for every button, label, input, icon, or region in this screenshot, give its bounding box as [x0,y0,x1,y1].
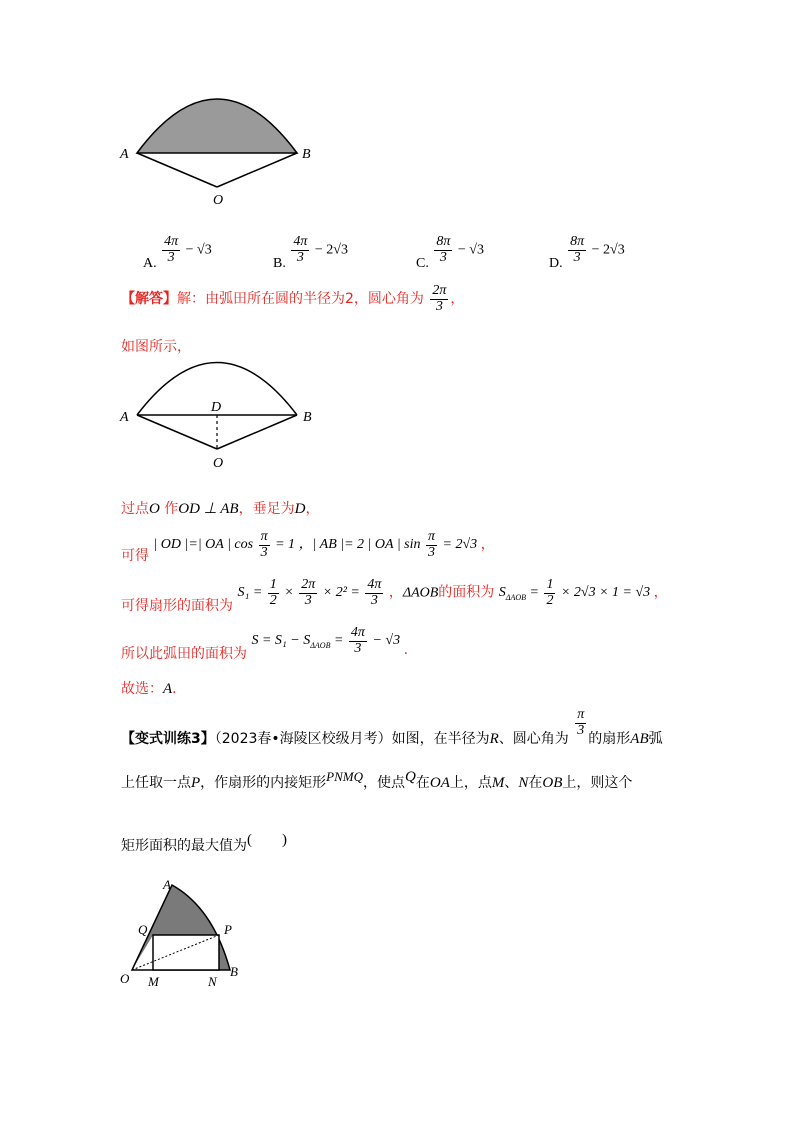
ex-l2-g: 在 [528,775,543,791]
line6-end: . [403,642,409,659]
line5-rest: × 2² = [322,585,360,601]
line4-expr1: | OD |=| OA | cos [153,537,254,553]
shaded-segment [137,99,297,153]
ex-m: M [491,775,505,791]
ex-n: N [518,775,529,791]
exercise-source: （2023春•海陵区校级月考）如图，在半径为 [214,731,490,748]
option-c [416,234,484,272]
figure-1-segment [110,80,330,215]
option-c-num: 8π [436,234,451,249]
figure-2-sector [110,355,330,475]
exercise-t3: 弧 [648,731,663,748]
line5-r-num: 4π [367,577,382,592]
line5-lead: 可得扇形的面积为 [121,598,233,615]
line7-end: . [172,681,177,697]
option-a-letter: A. [143,256,157,272]
line5-t-rest: × 2√3 × 1 = √3 [560,585,651,601]
ex-l2-h: 上，则这个 [562,775,633,791]
option-b-num: 4π [293,234,308,249]
line6-eq: = [333,633,344,649]
exercise-line-1 [121,707,663,748]
ex-ob: OB [542,775,563,791]
solution-angle-num: 2π [432,283,447,298]
solution-line-4 [121,529,495,565]
ex-l2-b: ，作扇形的内接矩形 [200,775,327,791]
line6-tail: − √3 [372,633,401,649]
option-a [143,234,212,272]
line5-f-num: 2π [301,577,316,592]
line5-t-den: 2 [546,592,554,608]
line5-times: × [284,585,294,601]
option-d-letter: D. [549,256,563,272]
radius-oa [137,153,217,187]
label-b: B [302,147,311,162]
line5-tri-text: 的面积为 [438,584,495,601]
option-b-tail: − 2√3 [314,242,348,258]
label-a: A [120,147,129,162]
label-p: P [224,922,232,937]
label-d: D [211,400,222,415]
solution-line-2: 如图所示， [121,339,191,355]
ex-q: Q [405,769,416,785]
option-c-tail: − √3 [457,242,484,258]
ex-oa: OA [429,775,450,791]
line4-f2-num: π [428,529,436,544]
radius-ob [217,415,297,449]
radius-ob [217,153,297,187]
line5-s-aob-sub: ΔAOB [505,593,526,603]
line7-answer: A [163,681,173,697]
label-q: Q [138,922,148,937]
line4-expr2: ，| AB |= 2 | OA | sin [298,537,421,553]
line4-end: ， [480,536,495,553]
inscribed-rectangle [153,935,219,970]
line5-eq: = [529,585,539,601]
line3-mid: 作 [164,501,179,517]
line3-mid2: ，垂足为 [238,501,295,517]
line5-r-den: 3 [370,592,378,608]
line7-lead: 故选： [121,681,163,697]
ex-l3: 矩形面积的最大值为 [121,838,247,854]
exercise-tag: 【变式训练3】 [121,731,215,748]
line5-s-aob: S [498,585,506,601]
line3-d: D [294,501,306,517]
option-c-den: 3 [439,249,447,265]
option-d-den: 3 [573,249,581,265]
ex-l2-f: 、 [504,775,519,791]
ex-p: P [191,775,201,791]
line6-r-num: 4π [350,625,365,640]
exercise-t1: 、圆心角为 [498,731,569,748]
exercise-ab: AB [630,731,649,748]
answer-blank: ( ) [247,832,287,848]
label-o: O [120,971,130,986]
label-m: M [148,974,159,989]
label-b: B [303,410,312,425]
option-b-letter: B. [273,256,286,272]
line6-expr: S = S₁ − S [251,633,311,649]
option-a-tail: − √3 [185,242,212,258]
line6-r-den: 3 [354,640,362,656]
ex-l2-e: 上，点 [449,775,492,791]
solution-line-5 [121,577,668,615]
line4-lead: 可得 [121,548,149,565]
line6-sub: ΔAOB [310,641,331,651]
solution-line-1-end: ， [450,291,465,308]
option-a-num: 4π [164,234,179,249]
line5-h-num: 1 [269,577,277,592]
label-o: O [213,456,224,471]
line3-o: O [149,501,160,517]
line5-f-den: 3 [304,592,312,608]
line4-expr1-end: = 1 [275,537,296,553]
option-b-den: 3 [296,249,304,265]
line4-expr2-end: = 2√3 [442,537,478,553]
exercise-angle-den: 3 [577,722,585,738]
solution-line-7 [121,678,177,698]
line3-end: ， [305,501,320,517]
solution-angle-den: 3 [435,298,443,314]
line5-s1: S₁ = [237,585,263,601]
exercise-angle-num: π [577,707,585,722]
line3-expr: OD ⊥ AB [178,501,239,517]
line6-lead: 所以此弧田的面积为 [121,646,247,663]
solution-line-6 [121,625,409,663]
line3-pre: 过点 [121,501,149,517]
solution-line-3 [121,498,319,518]
line5-h-den: 2 [269,592,277,608]
radius-oa [137,415,217,449]
line5-t-num: 1 [546,577,554,592]
ex-l2-a: 上任取一点 [121,775,191,791]
option-d-num: 8π [570,234,585,249]
line4-f1-den: 3 [260,544,268,560]
label-o: O [213,193,224,208]
solution-line-1 [121,284,464,314]
option-c-letter: C. [416,256,429,272]
line5-sep: ， [388,584,403,601]
label-b: B [230,964,238,979]
exercise-t2: 的扇形 [588,731,631,748]
line5-end: ， [653,584,668,601]
line4-f2-den: 3 [428,544,436,560]
ex-l2-d: 在 [415,775,430,791]
ex-l2-c: ，使点 [363,775,406,791]
label-a: A [163,877,171,892]
option-d-tail: − 2√3 [591,242,625,258]
figure-3-sector-rectangle [110,870,260,995]
option-b [273,234,348,272]
label-a: A [120,410,129,425]
line4-f1-num: π [260,529,268,544]
line5-tri: ΔAOB [402,585,439,601]
exercise-r: R [489,731,499,748]
ex-pnmq: PNMQ [326,769,364,784]
option-d [549,234,625,272]
solution-line-1-text: 解：由弧田所在圆的半径为2，圆心角为 [177,291,424,308]
label-n: N [208,974,217,989]
exercise-line-3 [121,834,287,855]
exercise-line-2 [121,769,633,792]
solution-tag: 【解答】 [121,291,177,308]
option-a-den: 3 [167,249,175,265]
